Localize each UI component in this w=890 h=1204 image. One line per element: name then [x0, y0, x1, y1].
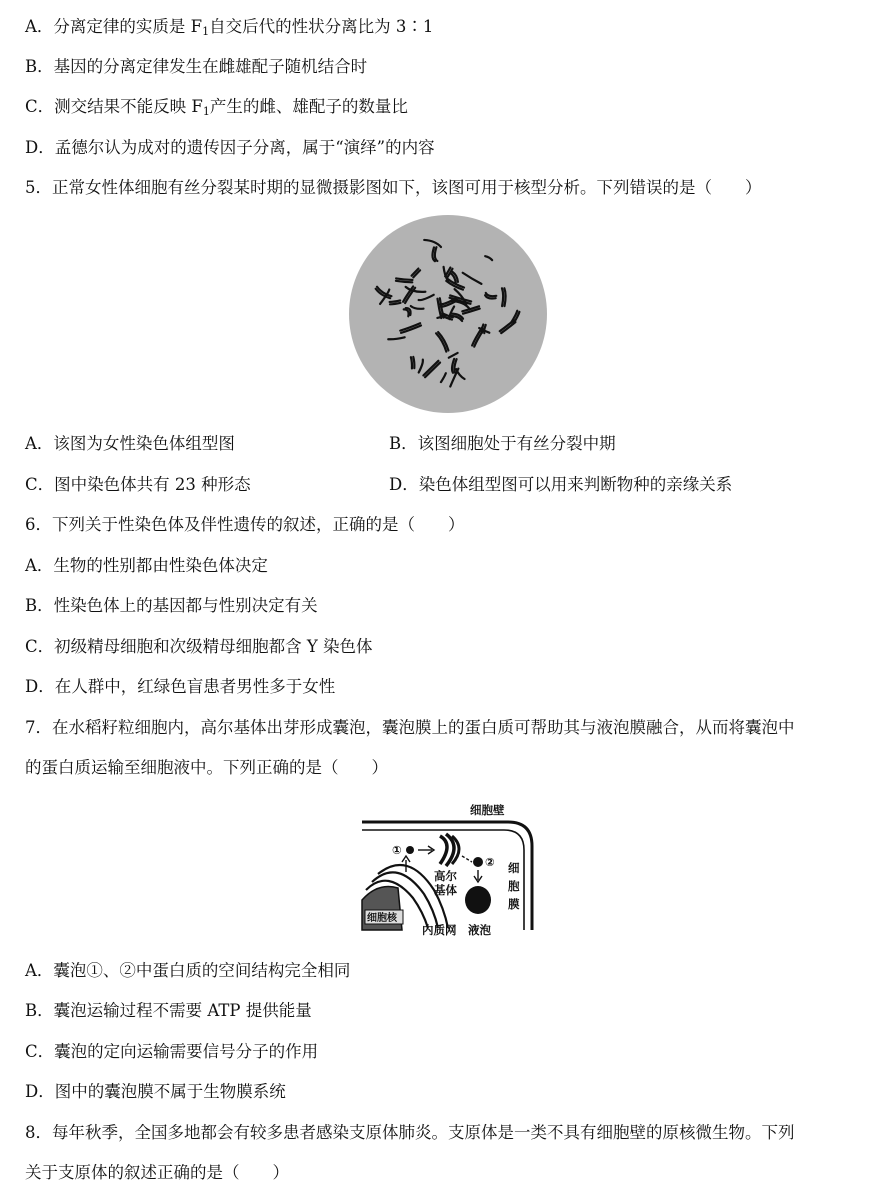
q4-option-a: A．分离定律的实质是 $F_1$自交后代的性状分离比为 3∶1: [25, 17, 434, 38]
q8-stem-line2: 关于支原体的叙述正确的是（ ）: [25, 1163, 289, 1182]
q5-stem: 5．正常女性体细胞有丝分裂某时期的显微摄影图如下，该图可用于核型分析。下列错误的是（ ）: [25, 178, 762, 197]
chromatid-mark: [413, 357, 414, 368]
vesicle-transport-diagram: [358, 800, 538, 940]
q5-option-c: C．图中染色体共有 23 种形态: [25, 475, 251, 494]
label-vacuole: 液泡: [468, 923, 491, 937]
label-vesicle-2: ②: [485, 855, 495, 869]
label-membrane-1: 细: [508, 861, 520, 875]
q6-option-a: A．生物的性别都由性染色体决定: [25, 556, 268, 575]
label-er: 内质网: [422, 923, 457, 937]
chromatid-mark: [504, 288, 505, 306]
cell-diagram-svg: [358, 800, 538, 940]
label-membrane-2: 胞: [508, 879, 520, 893]
q4-option-b: B．基因的分离定律发生在雌雄配子随机结合时: [25, 57, 368, 76]
vesicle-1: [406, 846, 414, 854]
q5-option-b: B．该图细胞处于有丝分裂中期: [389, 434, 616, 453]
label-golgi-1: 高尔: [434, 869, 457, 883]
q8-stem-line1: 8．每年秋季，全国多地都会有较多患者感染支原体肺炎。支原体是一类不具有细胞壁的原核微生物。下列: [25, 1123, 795, 1142]
label-cell-wall: 细胞壁: [470, 803, 505, 817]
q6-option-b: B．性染色体上的基因都与性别决定有关: [25, 596, 318, 615]
q6-option-c: C．初级精母细胞和次级精母细胞都含 Y 染色体: [25, 637, 373, 656]
arrow-golgi-to-vesicle-2: [462, 856, 472, 862]
label-golgi-2: 基体: [434, 883, 457, 897]
q5-option-a: A．该图为女性染色体组型图: [25, 434, 235, 453]
q7-option-b: B．囊泡运输过程不需要 ATP 提供能量: [25, 1001, 312, 1020]
label-nucleus: 细胞核: [367, 913, 397, 924]
q4-option-d: D．孟德尔认为成对的遗传因子分离，属于“演绎”的内容: [25, 138, 435, 157]
karyotype-micrograph: [348, 214, 548, 414]
label-membrane-3: 膜: [508, 897, 520, 911]
q5-option-d: D．染色体组型图可以用来判断物种的亲缘关系: [389, 475, 733, 494]
golgi-cisterna-1: [440, 836, 447, 864]
label-vesicle-1: ①: [392, 843, 402, 857]
q7-stem-line2: 的蛋白质运输至细胞液中。下列正确的是（ ）: [25, 758, 388, 777]
chromosome-mark: [411, 357, 412, 368]
q7-option-a: A．囊泡①、②中蛋白质的空间结构完全相同: [25, 961, 351, 980]
chromosome-spread-image: [348, 214, 548, 414]
q7-stem-line1: 7．在水稻籽粒细胞内，高尔基体出芽形成囊泡，囊泡膜上的蛋白质可帮助其与液泡膜融合，从而将囊泡中: [25, 718, 795, 737]
q7-option-d: D．图中的囊泡膜不属于生物膜系统: [25, 1082, 286, 1101]
vacuole: [465, 886, 491, 914]
q6-option-d: D．在人群中，红绿色盲患者男性多于女性: [25, 677, 336, 696]
chromosome-mark: [502, 288, 503, 306]
q7-option-c: C．囊泡的定向运输需要信号分子的作用: [25, 1042, 319, 1061]
q6-stem: 6．下列关于性染色体及伴性遗传的叙述，正确的是（ ）: [25, 515, 465, 534]
q4-option-c: C．测交结果不能反映 $F_1$产生的雌、雄配子的数量比: [25, 97, 408, 118]
vesicle-2: [473, 857, 483, 867]
